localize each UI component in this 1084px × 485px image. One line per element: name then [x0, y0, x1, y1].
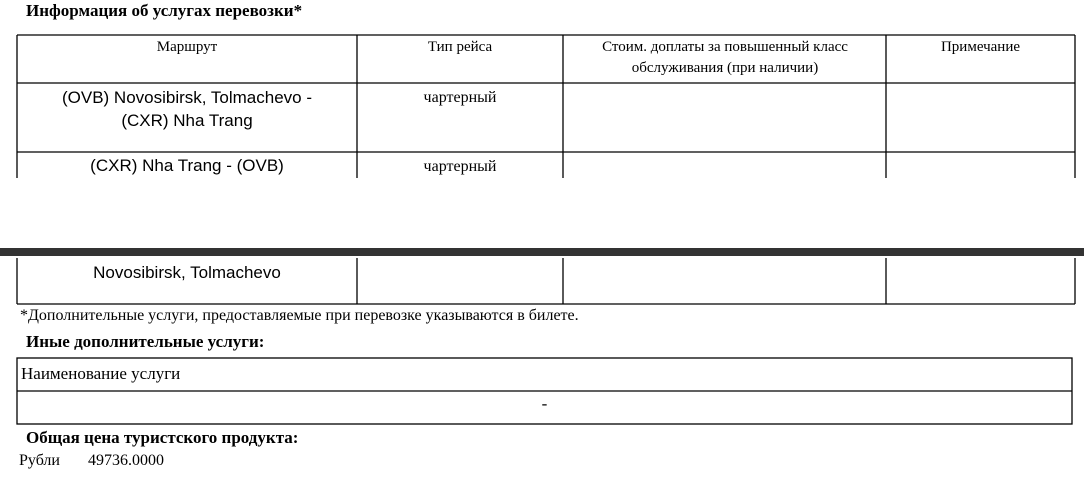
header-upgrade-cost: Стоим. доплаты за повышенный класс обслуживания (при наличии) — [602, 39, 848, 76]
other-services-value: - — [541, 394, 548, 413]
header-remark: Примечание — [940, 39, 1021, 55]
other-services-title: Иные дополнительные услуги: — [26, 332, 265, 351]
page-break-bar — [0, 248, 1084, 256]
table-row-2-route-part2: Novosibirsk, Tolmachevo — [93, 263, 281, 282]
other-services-header: Наименование услуги — [21, 364, 181, 383]
total-currency: Рубли — [19, 452, 60, 469]
header-route: Маршрут — [156, 39, 218, 55]
total-amount: 49736.0000 — [88, 452, 164, 469]
table-row-1-route: (OVB) Novosibirsk, Tolmachevo - (CXR) Nha Trang — [61, 88, 313, 130]
transport-section-title: Информация об услугах перевозки* — [26, 1, 303, 20]
transport-footnote: *Дополнительные услуги, предоставляемые при перевозке указываются в билете. — [20, 307, 579, 324]
table-row-1-flight-type: чартерный — [423, 89, 497, 106]
total-price-title: Общая цена туристского продукта: — [26, 428, 299, 447]
header-flight-type: Тип рейса — [427, 39, 493, 55]
table-row-2-flight-type: чартерный — [423, 158, 497, 175]
table-row-2-route-part1: (CXR) Nha Trang - (OVB) — [90, 156, 284, 175]
